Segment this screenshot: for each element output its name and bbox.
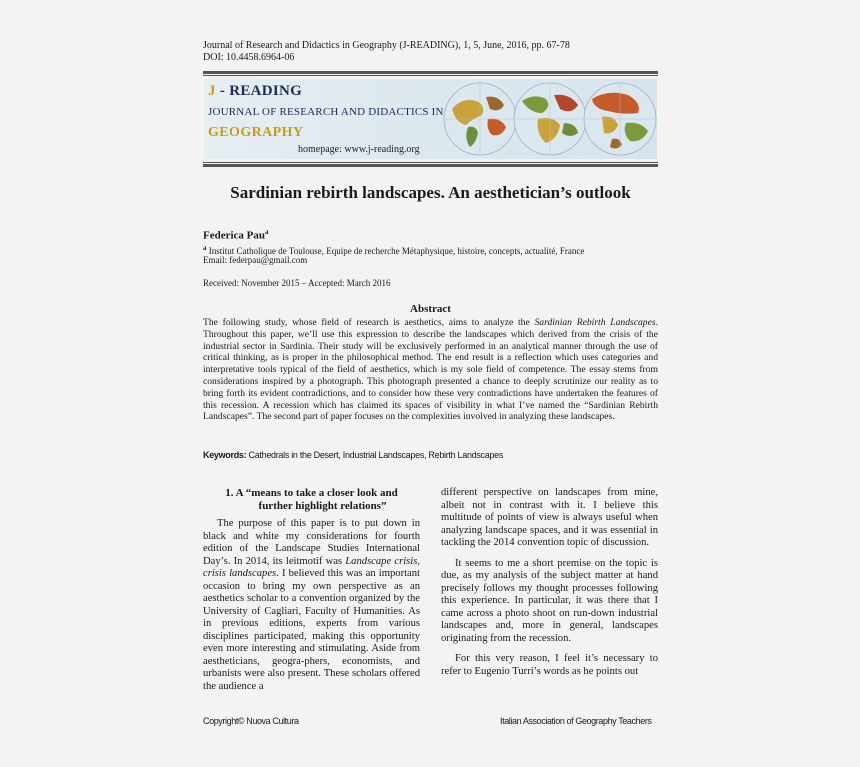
world-globes-graphic	[442, 79, 657, 159]
abstract-text: The following study, whose field of research is aesthetics, aims to analyze the Sardinian Rebirth Landscapes. Throughout this paper, we’ll use this expression to describe the landscapes which derived from the crisis of the industrial sector in Sardinia. Their study will be exclusively performed in an analytical manner through the use of critical thinking, as is proper in the philosophical method. The end result is a reflection which uses categories and interpretative tools typical of the field of aesthetics, which is my sole field of competence. The essay stems from considerations inspired by a photograph. This photograph presented a chance to deeply scrutinize our reality as to bring forth its evident contradictions, and to consider how these very contradictions have undertaken the features of this recession. A recession which has claimed its spaces of visibility in what I’ve named the “Sardinian Rebirth Landscapes”. The second part of paper focuses on the complexities involved in analyzing these landscapes.	[203, 317, 658, 423]
globe-icon	[584, 83, 656, 155]
author-affiliation: $^a$ Institut Catholique de Toulouse, Equipe de recherche Métaphysique, histoire, concepts, actualité, France	[203, 244, 585, 256]
received-dates: Received: November 2015 – Accepted: March 2016	[203, 278, 391, 288]
journal-citation: Journal of Research and Didactics in Geography (J-READING), 1, 5, June, 2016, pp. 67-78	[203, 40, 570, 51]
right-column	[441, 487, 658, 678]
abstract-heading: Abstract	[410, 303, 451, 315]
brand-subtitle: JOURNAL OF RESEARCH AND DIDACTICS IN	[208, 106, 444, 118]
brand-geography: GEOGRAPHY	[208, 125, 304, 140]
paragraph: It seems to me a short premise on the topic is due, as my analysis of the subject matter at hand precisely follows my thought processes following this experience. In particular, it was there that I came across a photo shoot on run-down industrial landscapes and, more in general, landscapes originating from the recession.	[441, 557, 658, 644]
footer-association: Italian Association of Geography Teachers	[500, 716, 652, 726]
author-email: Email: federpau@gmail.com	[203, 255, 308, 265]
globe-icon	[444, 83, 516, 155]
section-1-paragraph: The purpose of this paper is to put down in black and white my considerations for fourth edition of the Landscape Studies International Day’s. In 2014, its leitmotif was Landscape crisis, crisis landscapes. I believed this was an important occasion to bring my own perspective as an aesthetics scholar to a convention organized by the University of Cagliari, Faculty of Humanities. As in previous editions, experts from various disciplines participated, making this opportunity even more interesting and stimulating. Aside from aestheticians, geogra-phers, economists, and urbanists were also present. These scholars offered the audience a	[203, 518, 421, 692]
paper-title: Sardinian rebirth landscapes. An aesthetician’s outlook	[230, 183, 631, 202]
homepage-link[interactable]: homepage: www.j-reading.org	[298, 144, 420, 155]
footer-copyright: Copyright© Nuova Cultura	[203, 716, 299, 726]
journal-banner	[204, 79, 657, 159]
section-heading: 1. A “means to take a closer look and further highlight relations”	[225, 487, 398, 512]
banner-top-rule	[203, 71, 658, 76]
keywords-line: Keywords: Cathedrals in the Desert, Industrial Landscapes, Rebirth Landscapes	[203, 450, 504, 460]
paragraph: different perspective on landscapes from mine, albeit not in contrast with it. I believe this multitude of points of view is always useful when analyzing landscape spaces, and it was essential in tackling the 2014 convention topic of discussion.	[441, 487, 658, 548]
doi-line: DOI: 10.4458.6964-06	[203, 52, 295, 63]
author-name: Federica Pau$^a$	[203, 228, 269, 242]
banner-bottom-rule	[203, 162, 658, 167]
paragraph: For this very reason, I feel it’s necessary to refer to Eugenio Turri’s words as he points out	[441, 653, 658, 677]
left-column	[203, 487, 420, 693]
brand-logo-text: J - READING	[208, 83, 303, 99]
globe-icon	[514, 83, 586, 155]
